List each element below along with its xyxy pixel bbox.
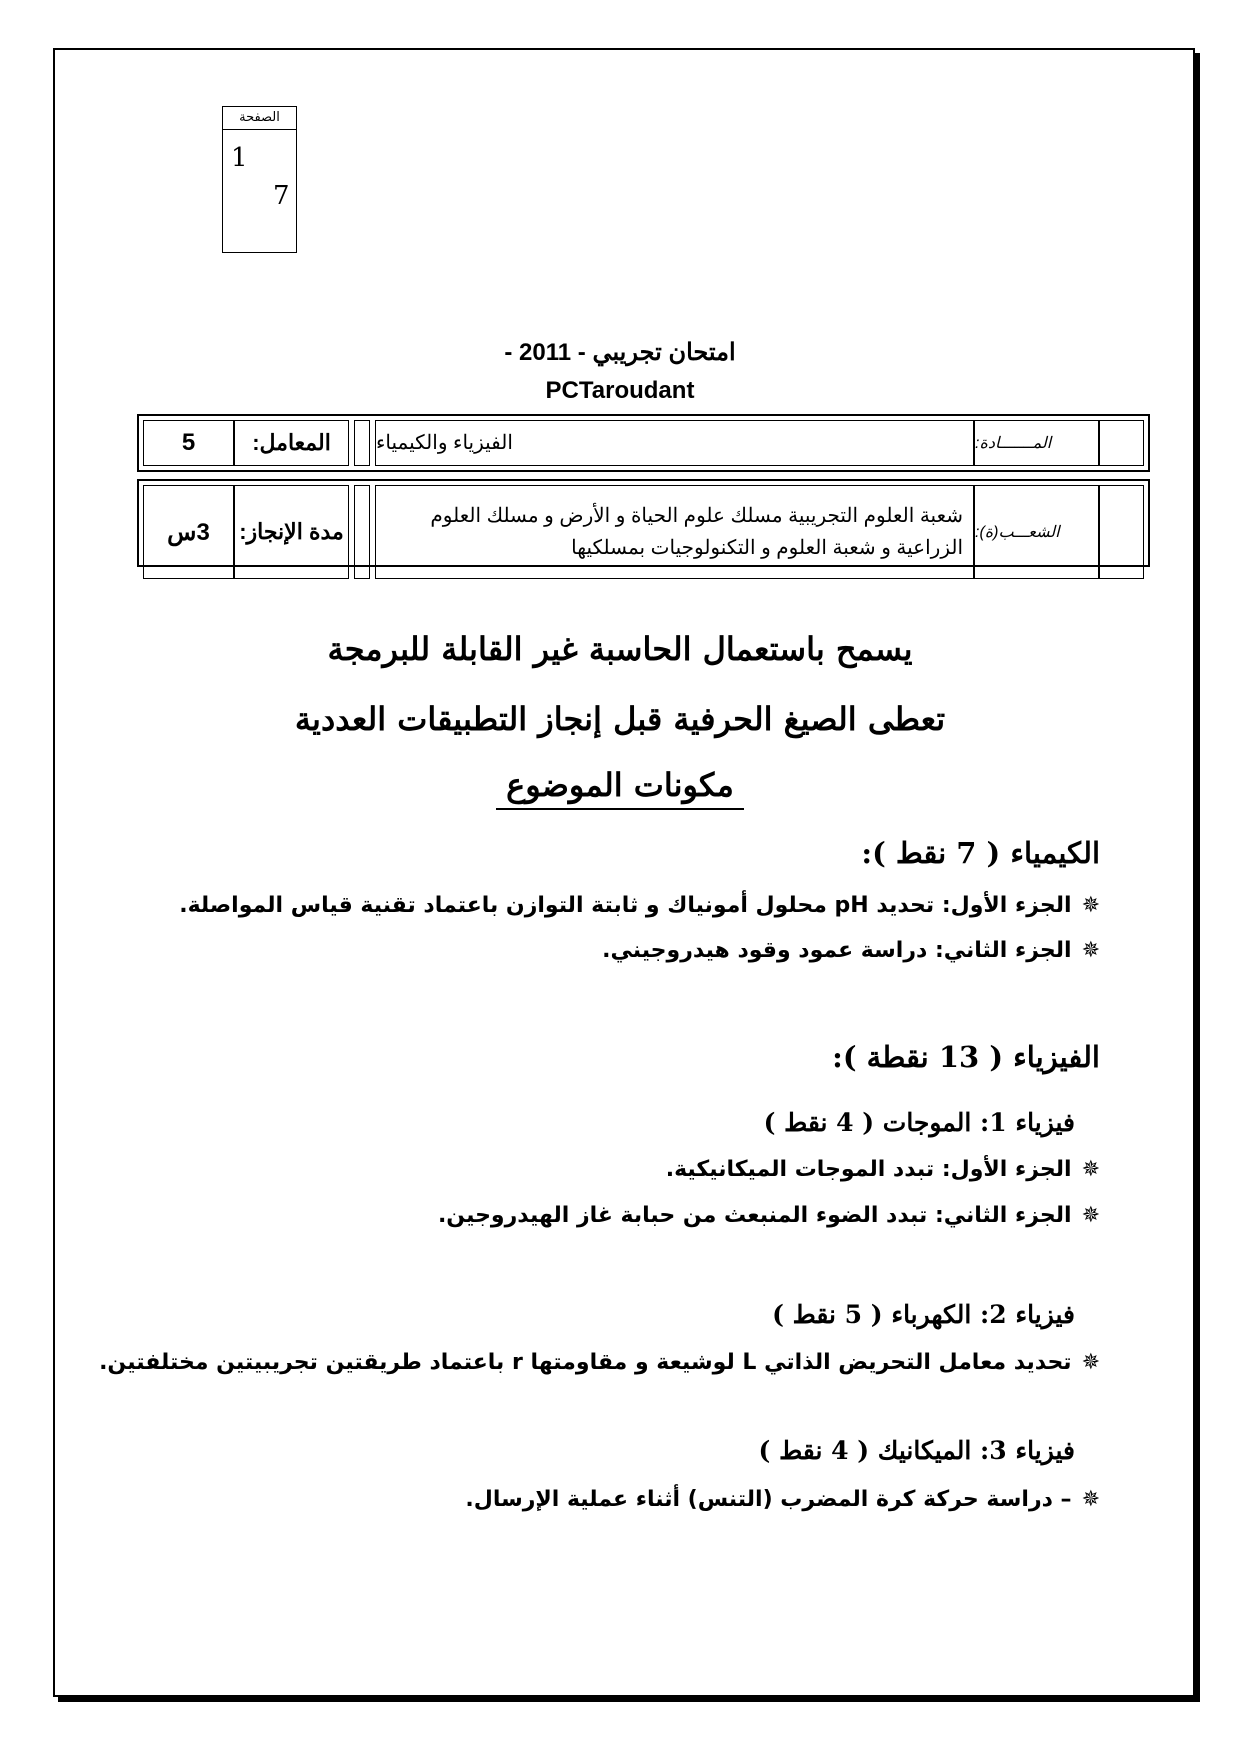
subject-value: الفيزياء والكيمياء	[375, 420, 974, 466]
duration-value: 3س	[143, 485, 234, 579]
list-item: ✵الجزء الثاني: تبدد الضوء المنبعث من حبابة غاز الهيدروجين.	[437, 1203, 1100, 1228]
asterisk-bullet-icon: ✵	[1081, 1350, 1100, 1375]
asterisk-bullet-icon: ✵	[1081, 1487, 1100, 1512]
list-item: ✵– دراسة حركة كرة المضرب (التنس) أثناء عملية الإرسال.	[465, 1487, 1100, 1512]
table-spacer	[354, 420, 370, 466]
asterisk-bullet-icon: ✵	[1081, 1157, 1100, 1182]
list-item: ✵تحديد معامل التحريض الذاتي L لوشيعة و مقاومتها r باعتماد طريقتين تجريبيتين مختلفتين.	[99, 1350, 1100, 1375]
exam-subtitle: PCTaroudant	[545, 377, 695, 404]
physics-heading: الفيزياء ( 13 نقطة ):	[832, 1040, 1100, 1074]
components-heading: مكونات الموضوع	[496, 766, 744, 810]
exam-title: امتحان تجريبي - 2011 -	[504, 339, 736, 366]
list-item: ✵الجزء الأول: تبدد الموجات الميكانيكية.	[665, 1157, 1100, 1182]
streams-key: الشعـــب(ة):	[974, 485, 1099, 579]
coefficient-label: المعامل:	[234, 420, 349, 466]
calculator-note: يسمح باستعمال الحاسبة غير القابلة للبرمجة	[327, 630, 913, 668]
page-box-label: الصفحة	[223, 107, 296, 130]
chemistry-heading: الكيمياء ( 7 نقط ):	[861, 836, 1100, 870]
list-item: ✵الجزء الأول: تحديد pH محلول أمونياك و ثابتة التوازن باعتماد تقنية قياس المواصلة.	[179, 893, 1100, 918]
formulas-note: تعطى الصيغ الحرفية قبل إنجاز التطبيقات العددية	[294, 700, 946, 738]
page-number-box	[222, 106, 297, 253]
duration-label: مدة الإنجاز:	[234, 485, 349, 579]
current-page-number: 1	[231, 143, 248, 173]
subject-table	[137, 414, 1150, 472]
physics-part-2-title: فيزياء 2: الكهرباء ( 5 نقط )	[772, 1300, 1075, 1329]
table-spacer	[354, 485, 370, 579]
table-edge	[1099, 485, 1144, 579]
streams-value: شعبة العلوم التجريبية مسلك علوم الحياة و الأرض و مسلك العلوم الزراعية و شعبة العلوم و التكنولوجيات بمسلكيها	[375, 485, 974, 579]
physics-part-3-title: فيزياء 3: الميكانيك ( 4 نقط )	[758, 1436, 1075, 1465]
components-heading-wrap	[0, 766, 1240, 804]
physics-part-1-title: فيزياء 1: الموجات ( 4 نقط )	[763, 1108, 1075, 1137]
total-pages-number: 7	[273, 181, 290, 211]
coefficient-value: 5	[143, 420, 234, 466]
streams-table	[137, 479, 1150, 567]
subject-key: المـــــــادة:	[974, 420, 1099, 466]
asterisk-bullet-icon: ✵	[1081, 1203, 1100, 1228]
asterisk-bullet-icon: ✵	[1081, 938, 1100, 963]
list-item: ✵الجزء الثاني: دراسة عمود وقود هيدروجيني.	[602, 938, 1100, 963]
asterisk-bullet-icon: ✵	[1081, 893, 1100, 918]
table-edge	[1099, 420, 1144, 466]
